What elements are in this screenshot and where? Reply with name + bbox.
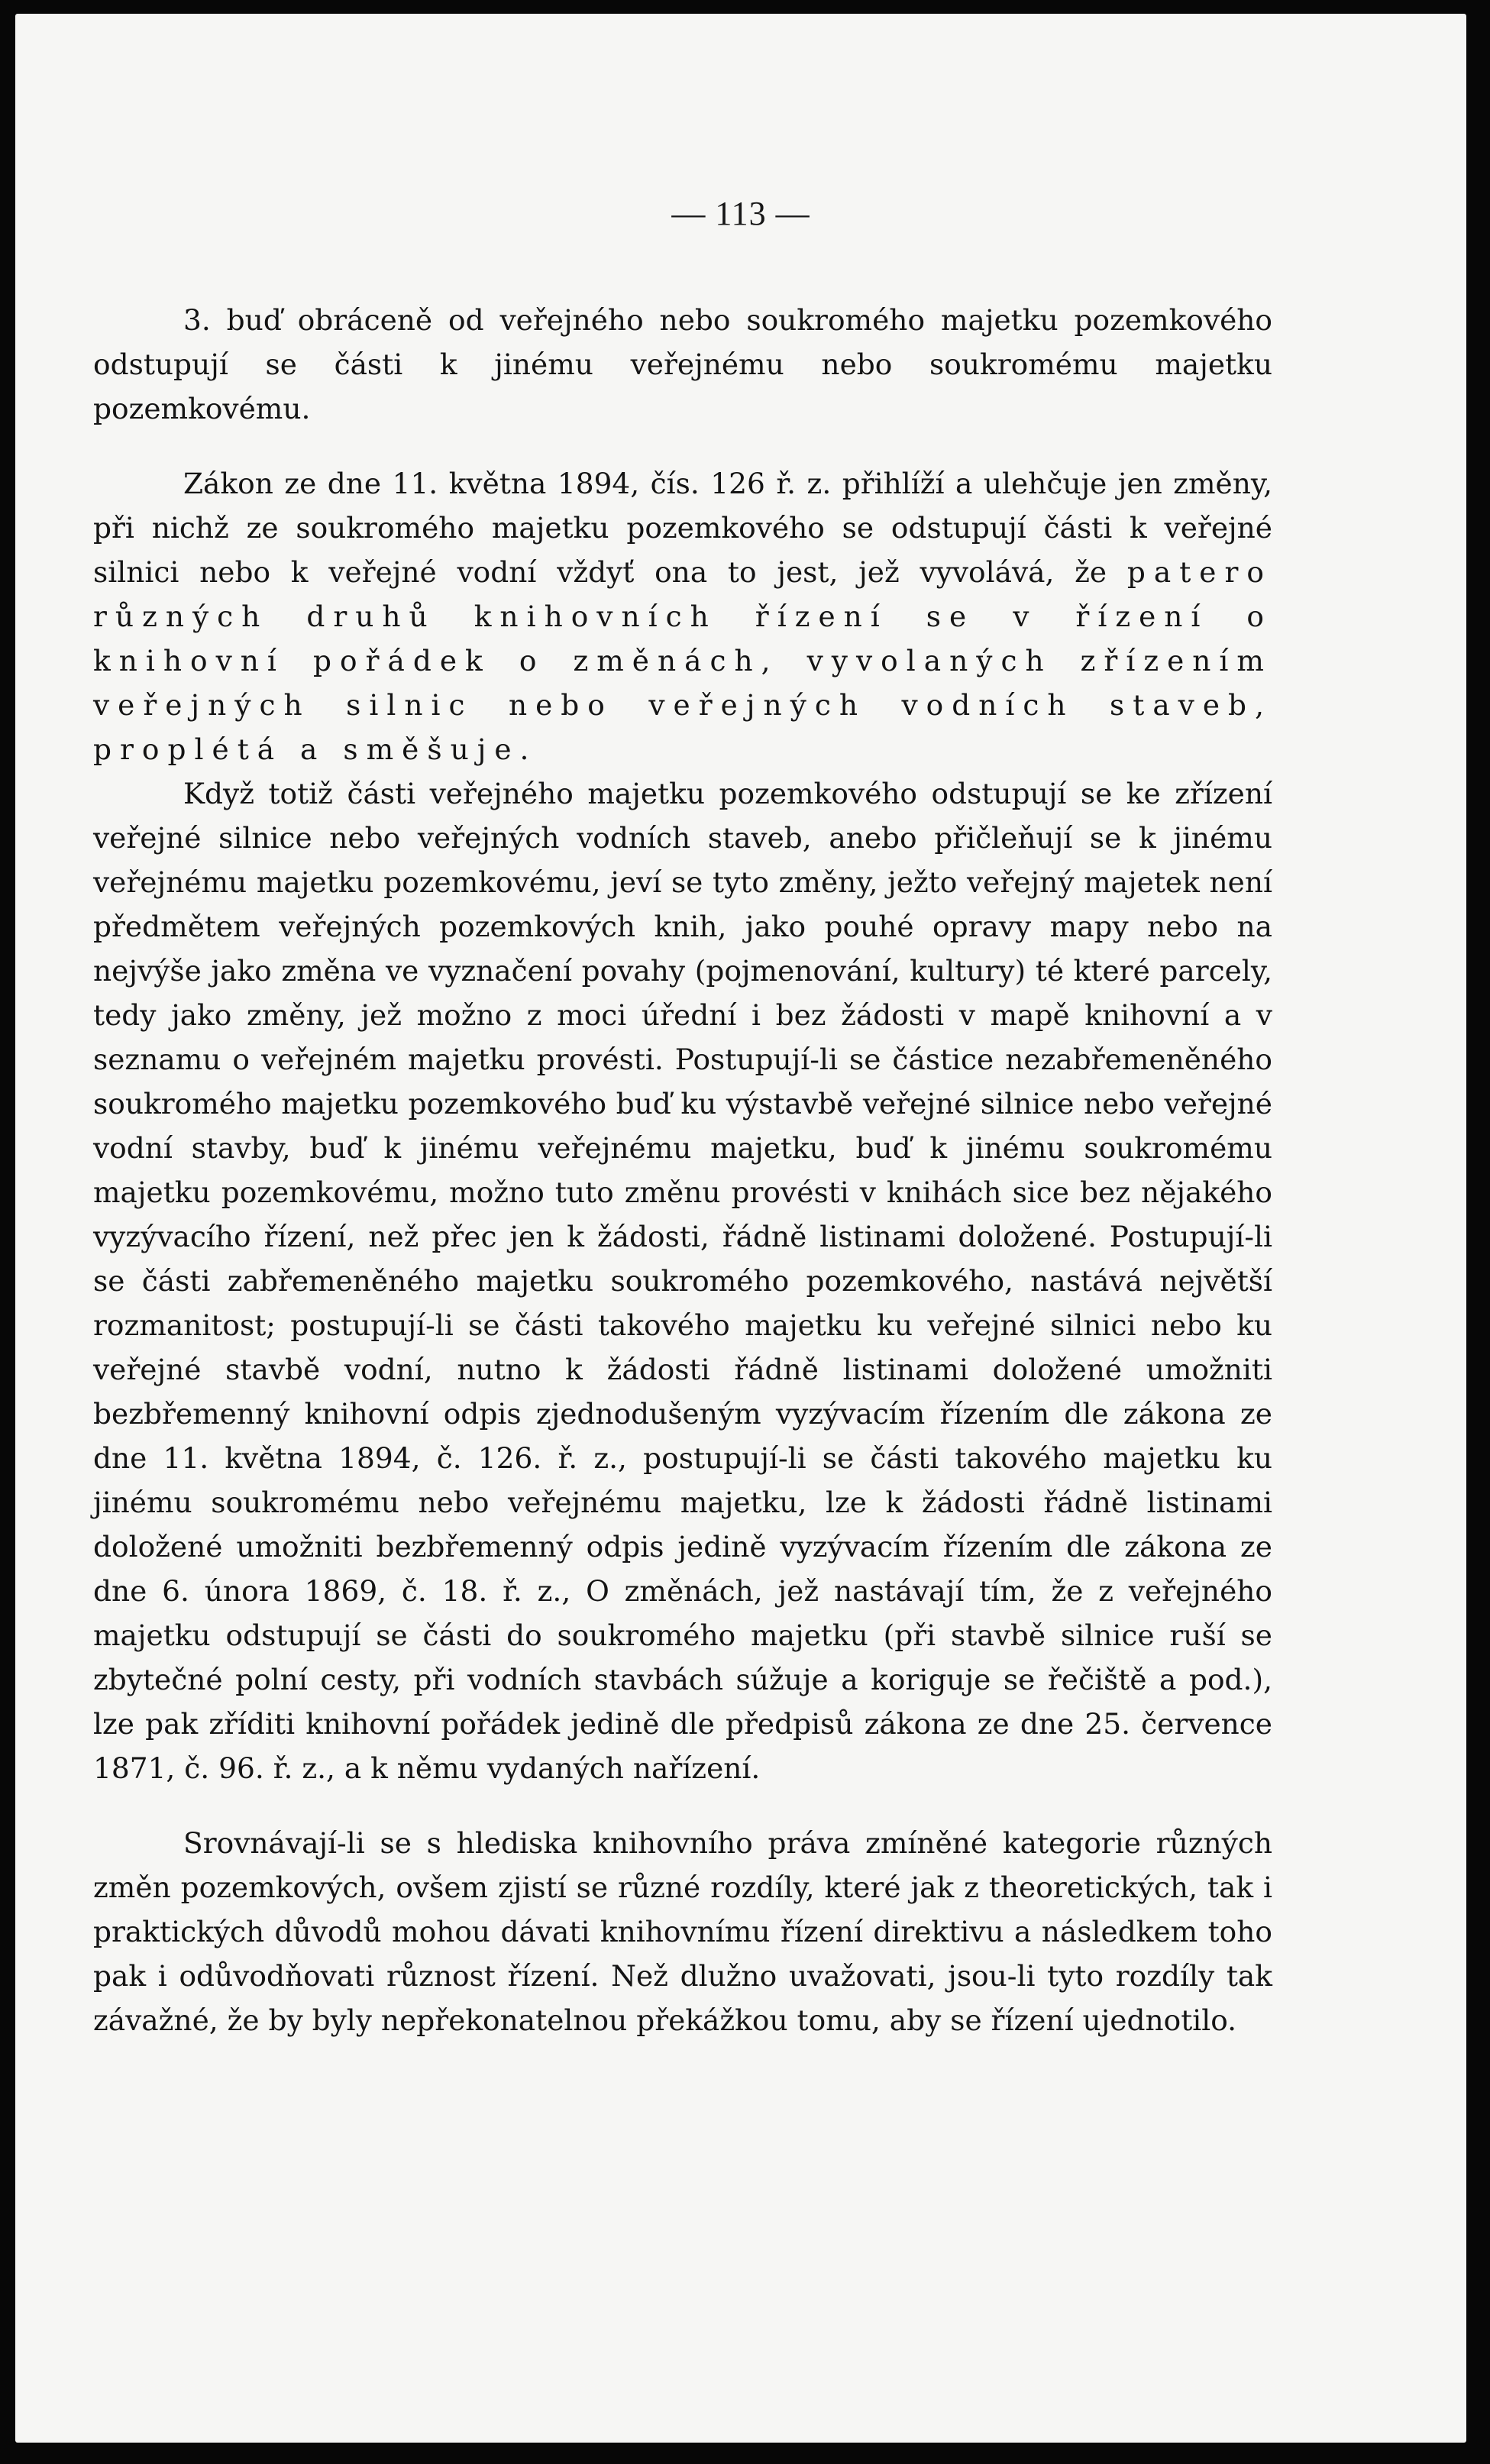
text-run: 3. buď obráceně od veřejného nebo soukromého majetku pozemkového odstupují se části k jinému veřejnému nebo soukromému majetku pozemkovému. [93,303,1272,425]
body-text [93,298,1272,2042]
paragraph-kdyz [93,771,1272,1790]
paragraph-item-3 [93,298,1272,431]
text-run: Když totiž části veřejného majetku pozemkového odstupují se ke zřízení veřejné silnice nebo veřejných vodních staveb, anebo přičleňují se k jinému veřejnému majetku pozemkovému, jeví se tyto změny, ježto veřejný majetek není předmětem veřejných pozemkových knih, jako pouhé opravy mapy nebo na nejvýše jako změna ve vyznačení povahy (pojmenování, kultury) té které parcely, tedy jako změny, jež možno z moci úřední i bez žádosti v mapě knihovní a v seznamu o veřejném majetku provésti. Postupují-li se částice nezabřemeněného soukromého majetku pozemkového buď ku výstavbě veřejné silnice nebo veřejné vodní stavby, buď k jinému veřejnému majetku, buď k jinému soukromému majetku pozemkovému, možno tuto změnu provésti v knihách sice bez nějakého vyzývacího řízení, než přec jen k žádosti, řádně listinami doložené. Postupují-li se části zabřemeněného majetku soukromého pozemkového, nastává největší rozmanitost; postupují-li se části takového majetku ku veřejné silnici nebo ku veřejné stavbě vodní, nutno k žádosti řádně listinami doložené umožniti bezbřemenný knihovní odpis zjednodušeným vyzývacím řízením dle zákona ze dne 11. května 1894, č. 126. ř. z., postupují-li se části takového majetku ku jinému soukromému nebo veřejnému majetku, lze k žádosti řádně listinami doložené umožniti bezbřemenný odpis jedině vyzývacím řízením dle zákona ze dne 6. února 1869, č. 18. ř. z., O změnách, jež nastávají tím, že z veřejného majetku odstupují se části do soukromého majetku (při stavbě silnice ruší se zbytečné polní cesty, při vodních stavbách súžuje a koriguje se řečiště a pod.), lze pak zříditi knihovní pořádek jedině dle předpisů zákona ze dne 25. července 1871, č. 96. ř. z., a k němu vydaných nařízení. [93,777,1272,1785]
paragraph-srovnavaji [93,1821,1272,2042]
text-run: Zákon ze dne 11. května 1894, čís. 126 ř. z. přihlíží a ulehčuje jen změny, při nichž ze soukromého majetku pozemkového se odstupují části k veřejné silnici nebo k veřejné vodní vždyť ona to jest, jež vyvolává, že [93,467,1272,589]
text-run: Srovnávají-li se s hlediska knihovního práva zmíněné kategorie různých změn pozemkových, ovšem zjistí se různé rozdíly, které jak z theoretických, tak i praktických důvodů mohou dávati knihovnímu řízení direktivu a následkem toho pak i odůvodňovati různost řízení. Než dlužno uvažovati, jsou-li tyto rozdíly tak závažné, že by byly nepřekonatelnou překážkou tomu, aby se řízení ujednotilo. [93,1826,1272,2037]
page-number: — 113 — [671,195,810,232]
paragraph-zakon [93,461,1272,771]
book-page [15,14,1466,2443]
spaced-emphasis-text: patero různých druhů knihovních řízení se v řízení o knihovní pořádek o změnách, vyvolaných zřízením veřejných silnic nebo veřejných vodních staveb, proplétá a směšuje. [93,555,1272,766]
